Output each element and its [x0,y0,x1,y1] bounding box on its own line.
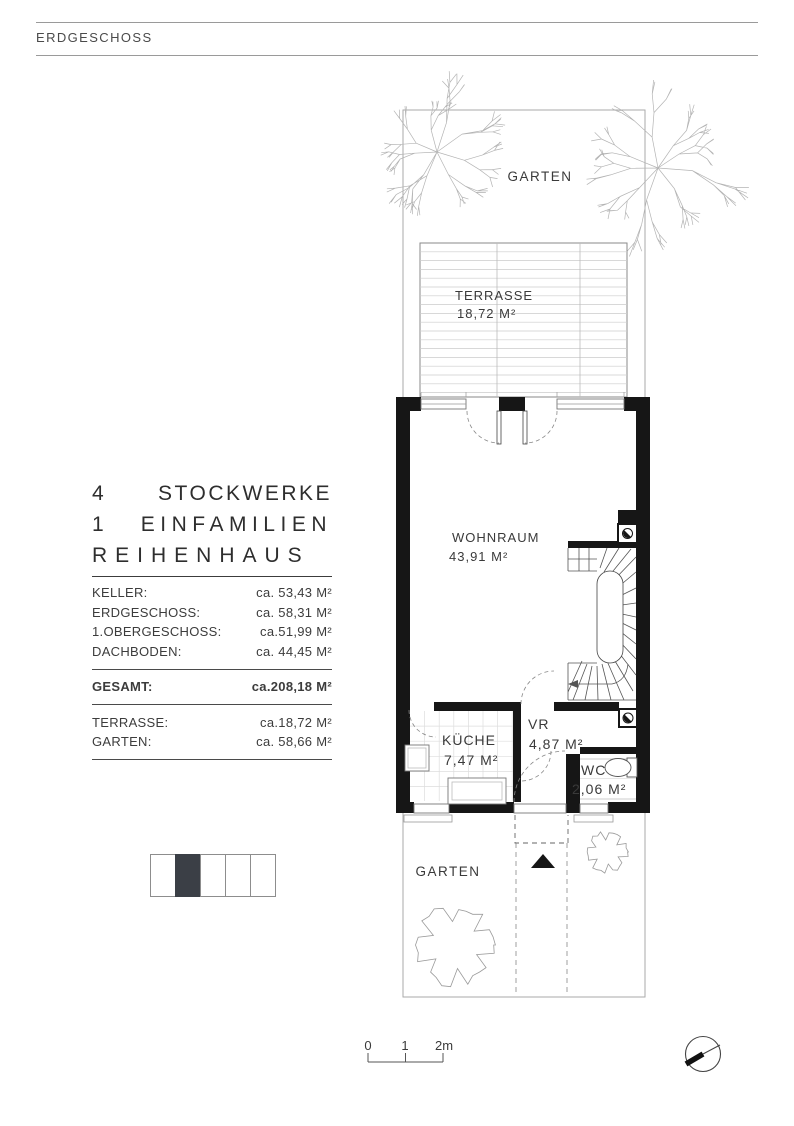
bush-icon [416,832,629,987]
area-value: ca. 58,31 M² [256,604,332,620]
area-value: ca. 44,45 M² [256,643,332,659]
garden-top-label: GARTEN [507,169,573,184]
heading-word: EINFAMILIEN [140,513,332,536]
heading-word: STOCKWERKE [158,482,332,505]
area-label: KELLER: [92,585,148,600]
entrance-arrow-icon [531,854,555,868]
toilet-icon [605,758,637,777]
terrace-area-label: 18,72 M² [457,306,517,321]
scale-label: 1 [401,1038,409,1053]
heading-number: 1 [92,513,104,536]
kitchen-appliance [405,745,429,771]
heading-word: REIHENHAUS [92,544,310,567]
house [396,392,650,822]
vr-area-label: 4,87 M² [529,736,584,752]
outdoor-label: GARTEN: [92,734,152,749]
scale-bar [368,1053,443,1062]
area-label: DACHBODEN: [92,643,182,659]
scale-label: 2m [434,1038,454,1053]
window-sill [404,815,613,822]
area-value: ca. 53,43 M² [256,585,332,600]
outdoor-value: ca.18,72 M² [260,714,332,730]
garden-bottom-label: GARTEN [415,864,481,879]
area-label: 1.OBERGESCHOSS: [92,624,222,639]
kueche-area-label: 7,47 M² [444,752,499,768]
north-compass-icon [686,1037,721,1072]
tree-icon [381,71,749,256]
total-value: ca.208,18 M² [251,679,332,694]
area-value: ca.51,99 M² [260,624,332,639]
entry-area [515,815,568,995]
outdoor-value: ca. 58,66 M² [256,734,332,749]
area-label: ERDGESCHOSS: [92,604,201,620]
vr-label: VR [528,716,550,732]
wc-area-label: 2,06 M² [572,781,627,797]
kitchen-counter [448,778,506,804]
wohnraum-label: WOHNRAUM [452,530,540,545]
total-label: GESAMT: [92,679,153,694]
kueche-label: KÜCHE [442,732,497,748]
page-title: ERDGESCHOSS [36,30,153,45]
scale-label: 0 [364,1038,372,1053]
wohnraum-area-label: 43,91 M² [449,549,509,564]
wc-label: WC [581,762,607,778]
outdoor-label: TERRASSE: [92,714,169,730]
terrace-area [420,243,627,397]
heading-number: 4 [92,482,104,505]
terrace-label: TERRASSE [455,288,534,303]
